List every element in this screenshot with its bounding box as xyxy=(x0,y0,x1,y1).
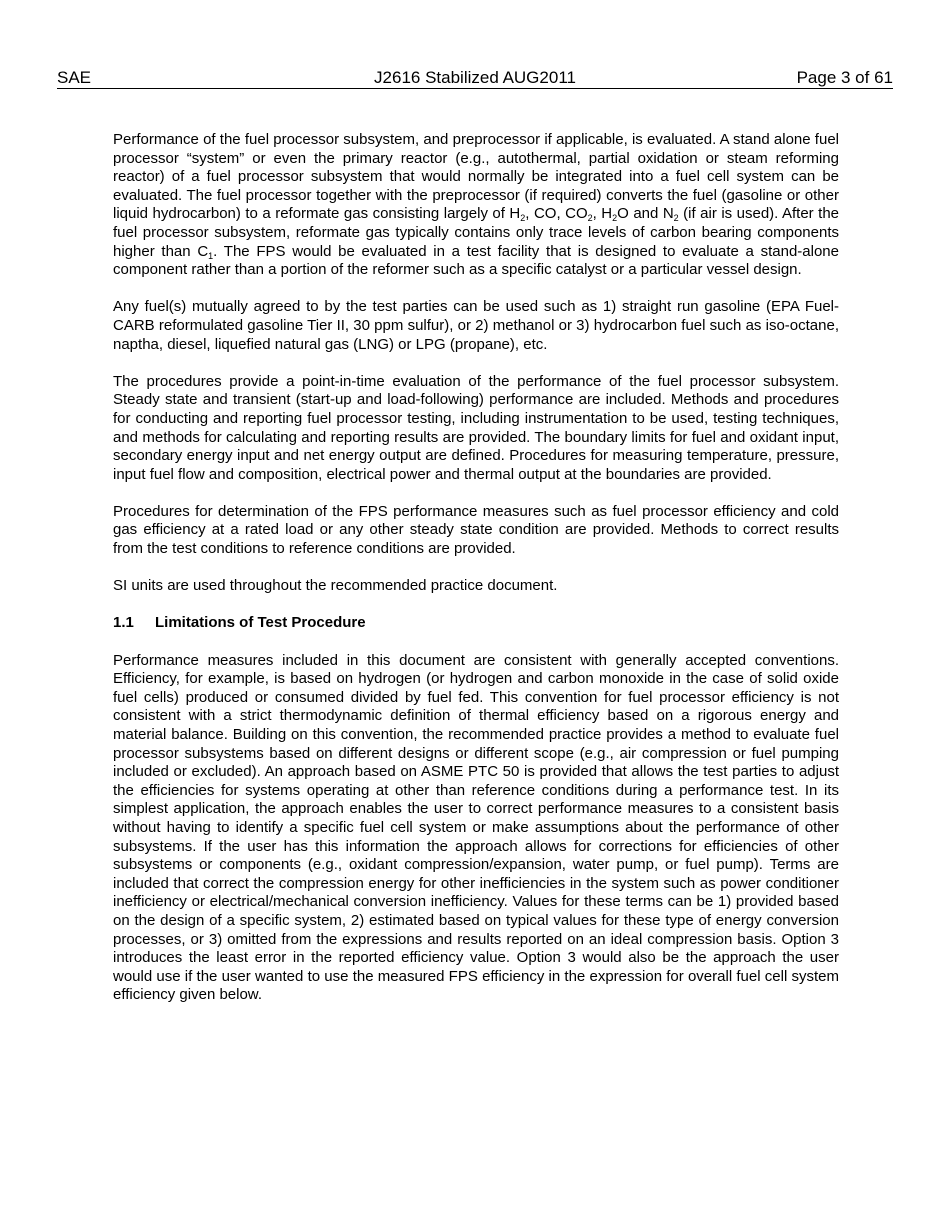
header-org: SAE xyxy=(57,68,92,87)
section-title: Limitations of Test Procedure xyxy=(155,614,366,632)
document-body xyxy=(113,131,839,1024)
paragraph-si-units: SI units are used throughout the recommended practice document. xyxy=(113,577,558,595)
header-page-number: Page 3 of 61 xyxy=(796,68,893,87)
paragraph-performance-measures: Procedures for determination of the FPS performance measures such as fuel processor efficiency and cold gas efficiency at a rated load or any other steady state condition are provided. Methods to correct results from the test conditions to reference conditions are provided. xyxy=(113,502,839,558)
header-doc-id: J2616 Stabilized AUG2011 xyxy=(374,68,576,87)
section-heading xyxy=(113,614,839,633)
section-number: 1.1 xyxy=(113,614,134,632)
page-header xyxy=(57,68,893,89)
paragraph-procedures: The procedures provide a point-in-time evaluation of the performance of the fuel processor subsystem. Steady state and transient (start-up and load-following) performance are included. Methods and procedures for conducting and reporting fuel processor testing, including instrumentation to be used, testing techniques, and methods for calculating and reporting results are provided. The boundary limits for fuel and oxidant input, secondary energy input and net energy output are defined. Procedures for measuring temperature, pressure, input fuel flow and composition, electrical power and thermal output at the boundaries are provided. xyxy=(113,372,839,483)
paragraph-limitations: Performance measures included in this document are consistent with generally accepted conventions. Efficiency, for example, is based on hydrogen (or hydrogen and carbon monoxide in the case of solid oxide fuel cells) produced or consumed divided by fuel fed. This convention for fuel processor efficiency is not consistent with a strict thermodynamic definition of thermal efficiency based on a rigorous energy and material balance. Building on this convention, the recommended practice provides a method to evaluate fuel processor subsystems based on different designs or different scope (e.g., air compression or fuel pumping included or excluded). An approach based on ASME PTC 50 is provided that allows the test parties to adjust the efficiencies for systems operating at other than reference conditions during a performance test. In its simplest application, the approach enables the user to correct performance measures to a consistent basis without having to identify a specific fuel cell system or make assumptions about the performance of other subsystems. If the user has this information the approach allows for corrections for efficiencies of other subsystems or components (e.g., oxidant compression/expansion, water pump, or fuel pump). Terms are included that correct the compression energy for other inefficiencies in the system such as power conditioner inefficiency or electrical/mechanical conversion inefficiency. Values for these terms can be 1) provided based on the design of a specific system, 2) estimated based on typical values for these type of energy conversion processes, or 3) omitted from the expressions and results reported on an ideal compression basis. Option 3 introduces the least error in the reported efficiency value. Option 3 would also be the approach the user would use if the user wanted to use the measured FPS efficiency in the expression for overall fuel cell system efficiency given below. xyxy=(113,651,839,1004)
paragraph-fuels: Any fuel(s) mutually agreed to by the test parties can be used such as 1) straight run gasoline (EPA Fuel-CARB reformulated gasoline Tier II, 30 ppm sulfur), or 2) methanol or 3) hydrocarbon fuel such as iso-octane, naptha, diesel, liquefied natural gas (LNG) or LPG (propane), etc. xyxy=(113,298,839,353)
paragraph-fuel-processor-evaluation: Performance of the fuel processor subsystem, and preprocessor if applicable, is evaluated. A stand alone fuel processor “system” or even the primary reactor (e.g., autothermal, partial oxidation or steam reforming reactor) of a fuel processor subsystem that would normally be integrated into a fuel cell system can be evaluated. The fuel processor together with the preprocessor (if required) converts the fuel (gasoline or other liquid hydrocarbon) to a reformate gas consisting largely of $H_2$, CO, $CO_2$, $H_2O$ and $N_2$ (if air is used). After the fuel processor subsystem, reformate gas typically contains only trace levels of carbon bearing components higher than $C_1$. The FPS would be evaluated in a test facility that is designed to evaluate a stand-alone component rather than a portion of the reformer such as a specific catalyst or a particular vessel design. xyxy=(113,131,840,279)
